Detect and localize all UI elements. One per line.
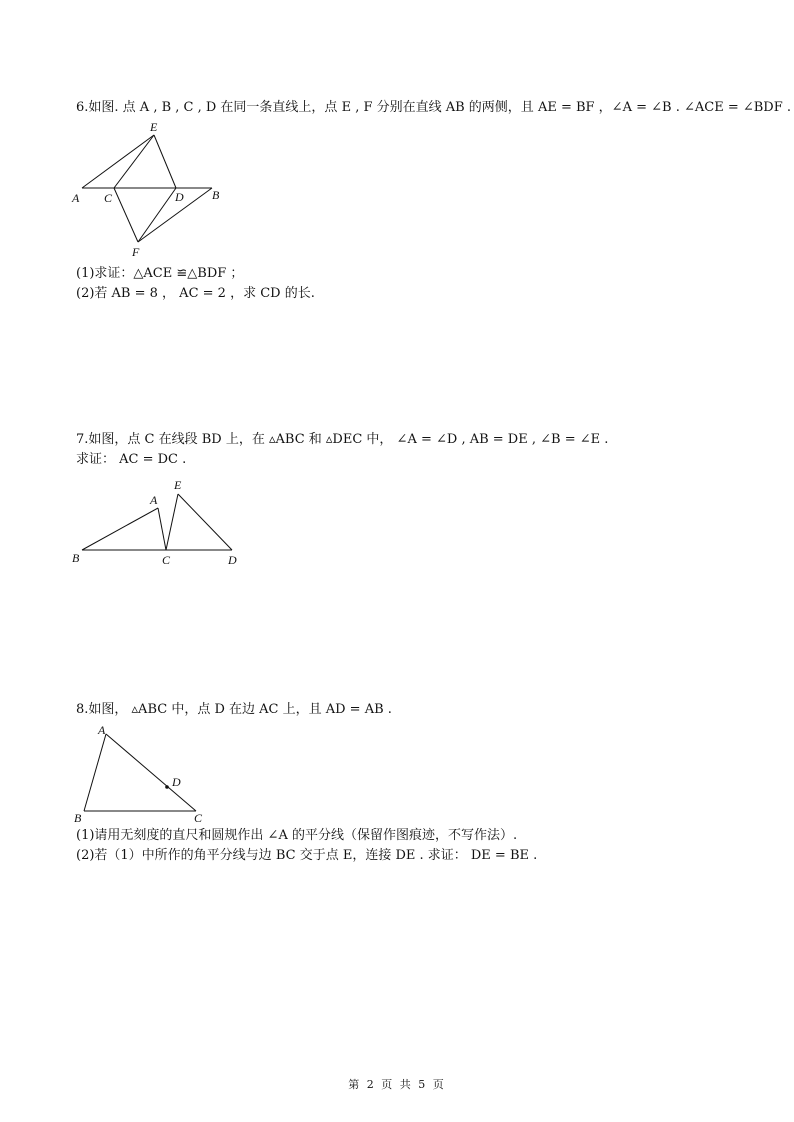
label-B: B bbox=[212, 188, 220, 202]
label-B: B bbox=[72, 551, 80, 565]
problem-6-part-2: (2)若 AB = 8 ， AC = 2 ，求 CD 的长. bbox=[76, 286, 315, 301]
problem-6-part-1: (1)求证：△ACE ≌△BDF ； bbox=[76, 266, 244, 281]
problem-8-statement: 8.如图， ▵ABC 中，点 D 在边 AC 上，且 AD = AB . bbox=[76, 702, 392, 717]
label-A: A bbox=[150, 493, 158, 507]
label-C: C bbox=[162, 553, 171, 567]
problem-6-figure bbox=[66, 118, 236, 260]
label-E: E bbox=[150, 120, 158, 134]
problem-8-figure bbox=[66, 718, 226, 828]
problem-7-statement: 7.如图，点 C 在线段 BD 上，在 ▵ABC 和 ▵DEC 中， ∠A = ∠D , AB = DE , ∠B = ∠E . bbox=[76, 432, 609, 447]
label-A: A bbox=[98, 723, 106, 737]
label-F: F bbox=[132, 245, 140, 259]
problem-7-figure bbox=[66, 474, 256, 574]
problem-7-prove: 求证： AC = DC . bbox=[76, 452, 187, 467]
problem-6-statement: 6.如图. 点 A , B , C , D 在同一条直线上，点 E , F 分别在直线 AB 的两侧，且 AE = BF ，∠A = ∠B . ∠ACE = ∠BDF . bbox=[76, 100, 791, 115]
label-D: D bbox=[175, 190, 184, 204]
problem-8-part-2: (2)若（1）中所作的角平分线与边 BC 交于点 E，连接 DE . 求证： DE = BE . bbox=[76, 848, 538, 863]
label-D: D bbox=[228, 553, 237, 567]
label-D: D bbox=[172, 775, 181, 789]
label-C: C bbox=[194, 811, 203, 825]
label-E: E bbox=[174, 478, 182, 492]
page-footer: 第 2 页 共 5 页 bbox=[348, 1078, 446, 1091]
label-A: A bbox=[72, 191, 80, 205]
label-B: B bbox=[74, 811, 82, 825]
problem-8-part-1: (1)请用无刻度的直尺和圆规作出 ∠A 的平分线（保留作图痕迹，不写作法）. bbox=[76, 828, 518, 843]
label-C: C bbox=[104, 191, 113, 205]
